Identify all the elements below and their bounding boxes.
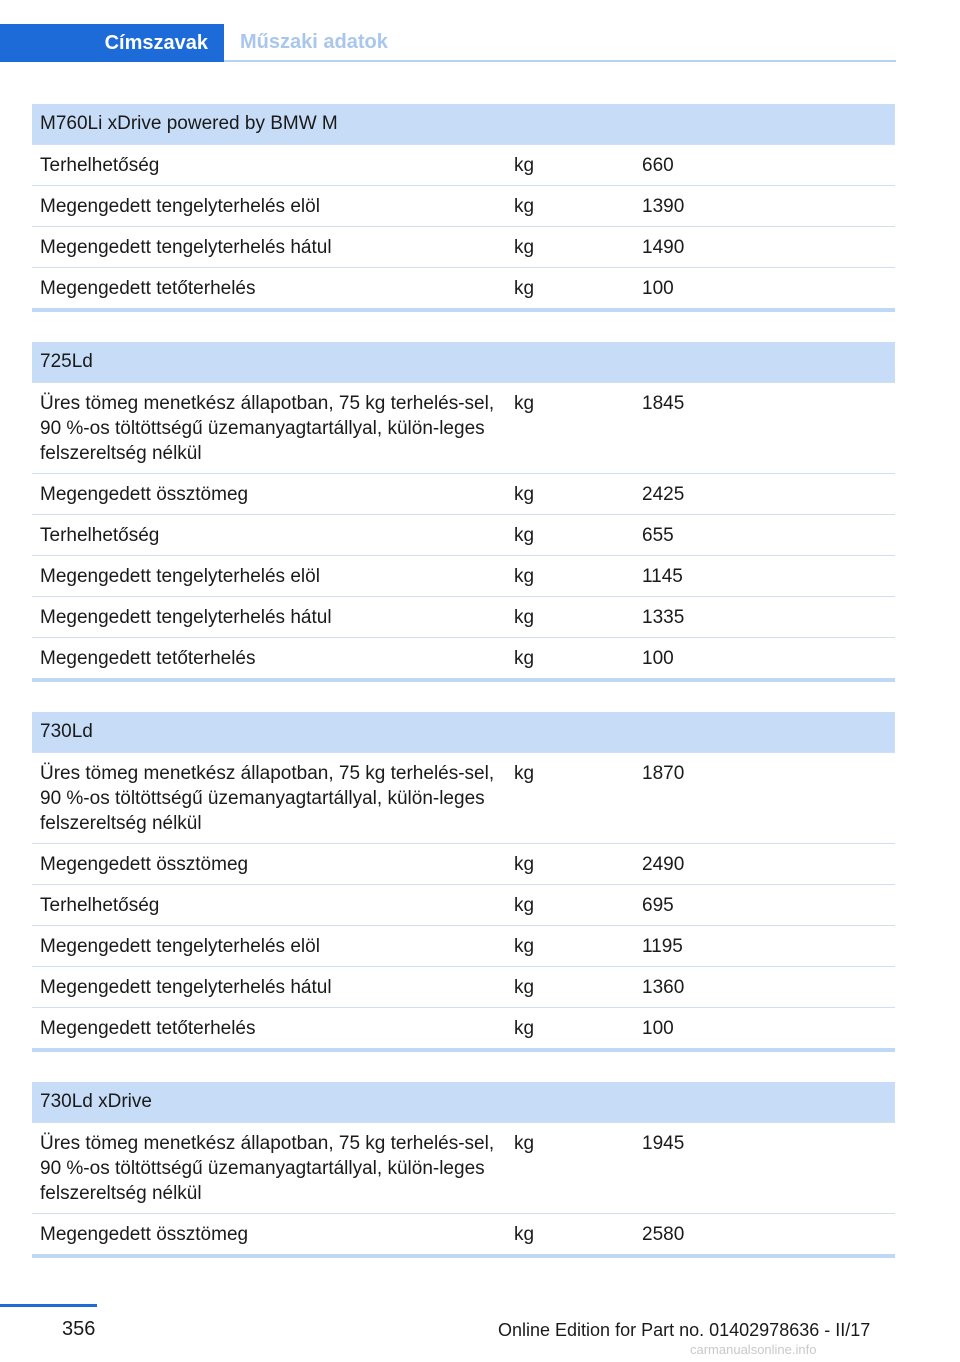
cell-unit: kg [514, 155, 535, 176]
table-row [32, 185, 895, 226]
table-row [32, 514, 895, 555]
table-row [32, 555, 895, 596]
spec-tables [32, 104, 895, 1288]
cell-value: 1945 [642, 1133, 685, 1154]
cell-unit: kg [514, 278, 535, 299]
cell-label: Megengedett tengelyterhelés hátul [40, 977, 332, 998]
cell-unit: kg [514, 484, 535, 505]
cell-value: 100 [642, 1018, 674, 1039]
cell-label: Üres tömeg menetkész állapotban, 75 kg terhelés-sel, 90 %-os töltöttségű üzemanyagtartállyal, külön-leges felszereltség nélkül [40, 1133, 495, 1204]
cell-unit: kg [514, 237, 535, 258]
table-row [32, 596, 895, 637]
cell-value: 1845 [642, 393, 685, 414]
cell-unit: kg [514, 1224, 535, 1245]
tab-keywords[interactable]: Címszavak [0, 24, 224, 62]
cell-unit: kg [514, 854, 535, 875]
cell-value: 1870 [642, 763, 685, 784]
cell-label: Megengedett tetőterhelés [40, 278, 256, 299]
cell-value: 695 [642, 895, 674, 916]
page-number: 356 [62, 1318, 96, 1340]
watermark: carmanualsonline.info [690, 1342, 817, 1357]
page-header [0, 0, 960, 64]
cell-unit: kg [514, 763, 535, 784]
cell-label: Megengedett össztömeg [40, 854, 249, 875]
cell-label: Megengedett össztömeg [40, 1224, 249, 1245]
cell-label: Terhelhetőség [40, 895, 160, 916]
cell-label: Megengedett tetőterhelés [40, 1018, 256, 1039]
cell-unit: kg [514, 1018, 535, 1039]
cell-value: 1195 [642, 936, 683, 957]
cell-unit: kg [514, 566, 535, 587]
table-title: 730Ld [32, 712, 895, 752]
table-row [32, 1213, 895, 1254]
cell-unit: kg [514, 525, 535, 546]
table-title: 725Ld [32, 342, 895, 382]
cell-unit: kg [514, 196, 535, 217]
table-row [32, 752, 895, 843]
table-row [32, 144, 895, 185]
table-row [32, 473, 895, 514]
table-title: M760Li xDrive powered by BMW M [32, 104, 895, 144]
table-title: 730Ld xDrive [32, 1082, 895, 1122]
edition-note: Online Edition for Part no. 01402978636 - II/17 [498, 1320, 871, 1340]
cell-label: Megengedett tengelyterhelés elöl [40, 196, 320, 217]
table-row [32, 925, 895, 966]
spec-table [32, 712, 895, 1052]
table-row [32, 382, 895, 473]
cell-unit: kg [514, 1133, 535, 1154]
cell-label: Terhelhetőség [40, 525, 160, 546]
cell-unit: kg [514, 648, 535, 669]
table-row [32, 843, 895, 884]
cell-unit: kg [514, 936, 535, 957]
cell-value: 100 [642, 648, 674, 669]
cell-label: Üres tömeg menetkész állapotban, 75 kg terhelés-sel, 90 %-os töltöttségű üzemanyagtartállyal, külön-leges felszereltség nélkül [40, 763, 495, 834]
cell-label: Üres tömeg menetkész állapotban, 75 kg terhelés-sel, 90 %-os töltöttségű üzemanyagtartállyal, külön-leges felszereltség nélkül [40, 393, 495, 464]
cell-label: Megengedett tengelyterhelés elöl [40, 936, 320, 957]
cell-value: 1360 [642, 977, 685, 998]
tab-technical-data[interactable]: Műszaki adatok [224, 24, 896, 62]
table-row [32, 226, 895, 267]
cell-label: Megengedett össztömeg [40, 484, 249, 505]
cell-label: Megengedett tengelyterhelés hátul [40, 237, 332, 258]
cell-label: Megengedett tetőterhelés [40, 648, 256, 669]
cell-value: 1390 [642, 196, 685, 217]
cell-value: 100 [642, 278, 674, 299]
table-row [32, 1007, 895, 1048]
table-row [32, 267, 895, 308]
cell-label: Megengedett tengelyterhelés elöl [40, 566, 320, 587]
spec-table [32, 104, 895, 312]
cell-unit: kg [514, 393, 535, 414]
cell-value: 2580 [642, 1224, 685, 1245]
spec-table [32, 1082, 895, 1258]
cell-value: 655 [642, 525, 674, 546]
table-row [32, 1122, 895, 1213]
spec-table [32, 342, 895, 682]
cell-unit: kg [514, 977, 535, 998]
cell-label: Megengedett tengelyterhelés hátul [40, 607, 332, 628]
table-row [32, 637, 895, 678]
cell-label: Terhelhetőség [40, 155, 160, 176]
cell-value: 2490 [642, 854, 685, 875]
table-row [32, 966, 895, 1007]
cell-unit: kg [514, 607, 535, 628]
cell-unit: kg [514, 895, 535, 916]
cell-value: 1145 [642, 566, 683, 587]
table-row [32, 884, 895, 925]
cell-value: 2425 [642, 484, 685, 505]
cell-value: 660 [642, 155, 674, 176]
footer-accent-line [0, 1304, 97, 1307]
cell-value: 1490 [642, 237, 685, 258]
cell-value: 1335 [642, 607, 685, 628]
